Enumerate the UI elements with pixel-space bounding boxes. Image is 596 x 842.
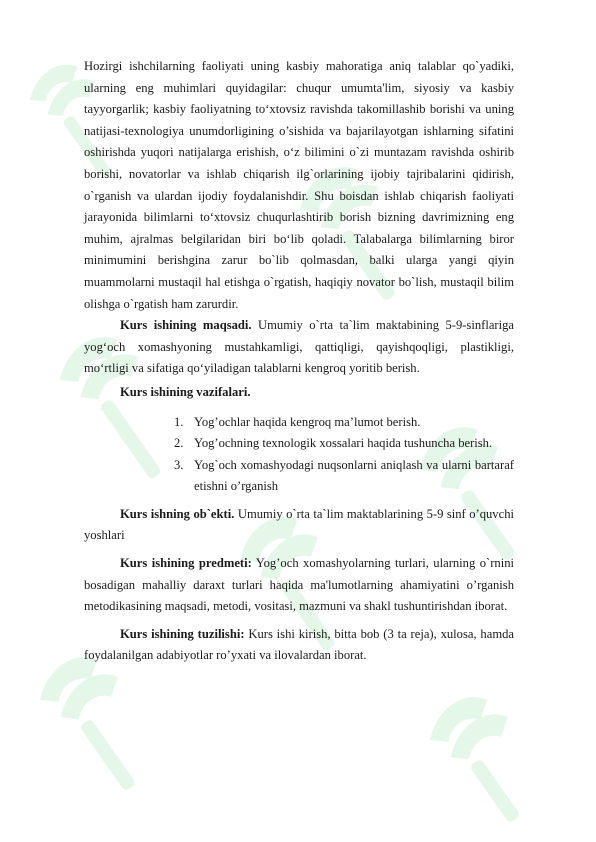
tasks-list <box>84 412 514 498</box>
list-item-number: 3. <box>174 457 184 472</box>
goal-paragraph <box>84 315 514 380</box>
goal-text: Umumiy o`rta ta`lim maktabining 5-9-sinflariga yog‘och xomashyoning mustahkamligi, qattiqligi, qayishqoqligi, plastikligi, mo‘rtligi va sifatiga qo‘yiladigan talablarni kengroq yoritib berish. <box>84 318 514 376</box>
structure-text: Kurs ishi kirish, bitta bob (3 ta reja), xulosa, hamda foydalanilgan adabiyotlar ro’yxati va ilovalardan iborat. <box>84 626 514 663</box>
document-page <box>84 56 514 667</box>
object-label: Kurs ishning ob`ekti. <box>120 506 235 521</box>
list-item-text: Yog`och xomashyodagi nuqsonlarni aniqlash va ularni bartaraf etishni o’rganish <box>194 457 514 494</box>
structure-label: Kurs ishining tuzilishi: <box>120 626 245 641</box>
list-item <box>174 412 514 434</box>
structure-paragraph <box>84 624 514 667</box>
list-item-number: 2. <box>174 436 184 451</box>
list-item-number: 1. <box>174 414 184 429</box>
subject-paragraph <box>84 553 514 618</box>
goal-label: Kurs ishining maqsadi. <box>120 318 252 333</box>
list-item <box>174 433 514 455</box>
intro-paragraph: Hozirgi ishchilarning faoliyati uning kasbiy mahoratiga aniq talablar qo`yadiki, ularning eng muhimlari quyidagilar: chuqur umumta'lim, siyosiy va kasbiy tayyorgarlik; kasbiy faoliyatning to‘xtovsiz ravishda takomillashib borishi va uning natijasi-texnologiya unumdorligining o’sishida va bajarilayotgan ishlarning sifatini oshirishda yuqori natijalarga erishish, o‘z bilimini o`zi muntazam ravishda oshirib borishi, novatorlar va ishlab chiqarish ilg`orlarining ijobiy tajribalarini qidirish, o`rganish va ulardan ijodiy foydalanishdir. Shu boisdan ishlab chiqarish faoliyati jarayonida bilimlarni to‘xtovsiz chuqurlashtirib borish bizning davrimizning eng muhim, ajralmas belgilaridan biri bo‘lib qoladi. Talabalarga bilimlarning biror minimumini berishgina zarur bo`lib qolmasdan, balki ularga yangi qiyin muammolarni mustaqil hal etishga o`rgatish, haqiqiy novator bo`lish, mustaqil bilim olishga o`rgatish ham zarurdir. <box>84 59 514 311</box>
tasks-heading: Kurs ishining vazifalari. <box>120 384 251 399</box>
list-item-text: Yog’ochlar haqida kengroq ma’lumot berish. <box>194 414 421 429</box>
object-text: Umumiy o`rta ta`lim maktablarining 5-9 sinf o’quvchi yoshlari <box>84 506 514 543</box>
subject-label: Kurs ishining predmeti: <box>120 556 252 571</box>
list-item-text: Yog’ochning texnologik xossalari haqida tushuncha berish. <box>194 436 493 451</box>
subject-text: Yog’och xomashyolarning turlari, ularning o`rnini bosadigan mahalliy daraxt turlari haqida ma'lumotlarning ahamiyatini o’rganish metodikasining maqsadi, metodi, vositasi, mazmuni va shakl tushuntirishdan iborat. <box>84 556 514 614</box>
list-item <box>174 455 514 498</box>
object-paragraph <box>84 504 514 547</box>
